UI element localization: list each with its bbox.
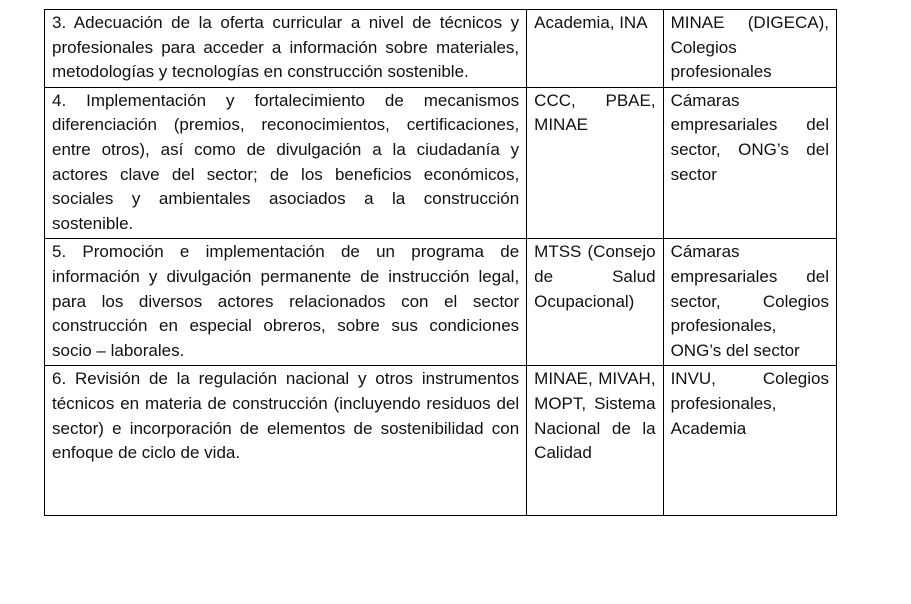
action-text: 5. Promoción e implementación de un programa de información y divulgación permanente de instrucción legal, para los diversos actores relacionados con el sector construcción en especial obreros, sobre sus condiciones socio – laborales. (52, 242, 520, 360)
action-text: 3. Adecuación de la oferta curricular a nivel de técnicos y profesionales para acceder a información sobre materiales, metodologías y tecnologías en construcción sostenible. (52, 13, 520, 82)
responsible-cell (527, 366, 663, 516)
coresponsible-cell (663, 10, 836, 88)
coresponsible-text: Cámaras empresariales del sector, Colegios profesionales, ONG’s del sector (670, 242, 829, 360)
responsible-cell (527, 239, 663, 366)
action-cell (45, 366, 527, 516)
responsible-text: MTSS (Consejo de Salud Ocupacional) (534, 242, 656, 311)
action-cell (45, 87, 527, 239)
action-text: 6. Revisión de la regulación nacional y otros instrumentos técnicos en materia de construcción (incluyendo residuos del sector) e incorporación de elementos de sostenibilidad con enfoque de ciclo de vida. (52, 369, 520, 463)
table-row (45, 239, 837, 366)
coresponsible-cell (663, 87, 836, 239)
responsible-cell (527, 10, 663, 88)
table-row (45, 87, 837, 239)
coresponsible-text: MINAE (DIGECA), Colegios profesionales (670, 13, 829, 82)
action-cell (45, 239, 527, 366)
coresponsible-text: Cámaras empresariales del sector, ONG’s del sector (670, 90, 829, 184)
action-cell (45, 10, 527, 88)
coresponsible-cell (663, 239, 836, 366)
responsible-text: MINAE, MIVAH, MOPT, Sistema Nacional de la Calidad (534, 369, 656, 463)
action-text: 4. Implementación y fortalecimiento de mecanismos diferenciación (premios, reconocimientos, certificaciones, entre otros), así como de divulgación a la ciudadanía y actores clave del sector; de los beneficios económicos, sociales y ambientales asociados a la construcción sostenible. (52, 90, 520, 233)
coresponsible-text: INVU, Colegios profesionales, Academia (670, 369, 829, 438)
responsible-cell (527, 87, 663, 239)
coresponsible-cell (663, 366, 836, 516)
actions-table (44, 9, 837, 516)
responsible-text: Academia, INA (534, 13, 648, 32)
responsible-text: CCC, PBAE, MINAE (534, 90, 656, 135)
table-row (45, 366, 837, 516)
table-row (45, 10, 837, 88)
